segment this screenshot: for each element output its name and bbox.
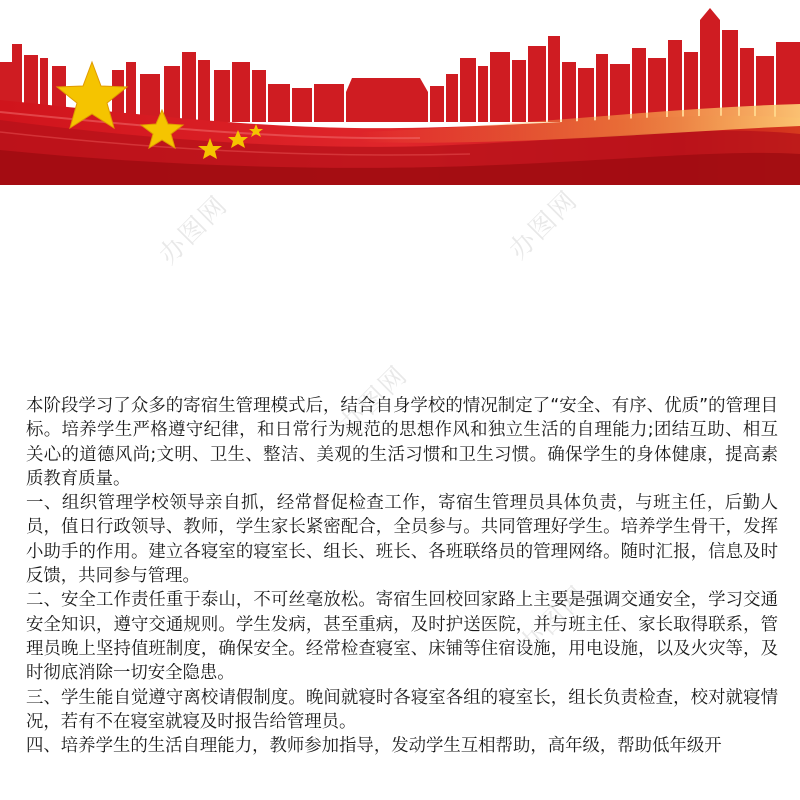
banner-graphic (0, 0, 800, 185)
watermark: 办图网 (503, 184, 585, 266)
paragraph-intro: 本阶段学习了众多的寄宿生管理模式后，结合自身学校的情况制定了“安全、有序、优质”的管理目标。培养学生严格遵守纪律，和日常行为规范的思想作风和独立生活的自理能力;团结互助、相互关心的道德风尚;文明、卫生、整洁、美观的生活习惯和卫生习惯。确保学生的身体健康，提高素质教育质量。 (26, 396, 778, 489)
paragraph-safety: 二、安全工作责任重于泰山，不可丝毫放松。寄宿生回校回家路上主要是强调交通安全，学习交通安全知识，遵守交通规则。学生发病，甚至重病，及时护送医院，并与班主任、家长取得联系，管理员晚上坚持值班制度，确保安全。经常检查寝室、床铺等住宿设施，用电设施，以及火灾等，及时彻底消除一切安全隐患。 (26, 590, 778, 684)
watermark: 办图网 (153, 189, 235, 271)
paragraph-organization: 一、组织管理学校领导亲自抓，经常督促检查工作，寄宿生管理员具体负责，与班主任，后勤人员，值日行政领导、教师，学生家长紧密配合，全员参与。共同管理好学生。培养学生骨干，发挥小助手的作用。建立各寝室的寝室长、组长、班长、各班联络员的管理网络。随时汇报，信息及时反馈，共同参与管理。 (26, 493, 778, 587)
city-skyline (0, 8, 800, 122)
document-body (26, 394, 778, 758)
header-banner (0, 0, 800, 185)
paragraph-self-care: 四、培养学生的生活自理能力，教师参加指导，发动学生互相帮助，高年级，帮助低年级开 (26, 736, 722, 757)
watermark: 办图网 (333, 359, 415, 441)
watermark: 办图网 (513, 579, 595, 661)
paragraph-leave-policy: 三、学生能自觉遵守离校请假制度。晚间就寝时各寝室各组的寝室长，组长负责检查，校对就寝情况，若有不在寝室就寝及时报告给管理员。 (26, 687, 778, 732)
